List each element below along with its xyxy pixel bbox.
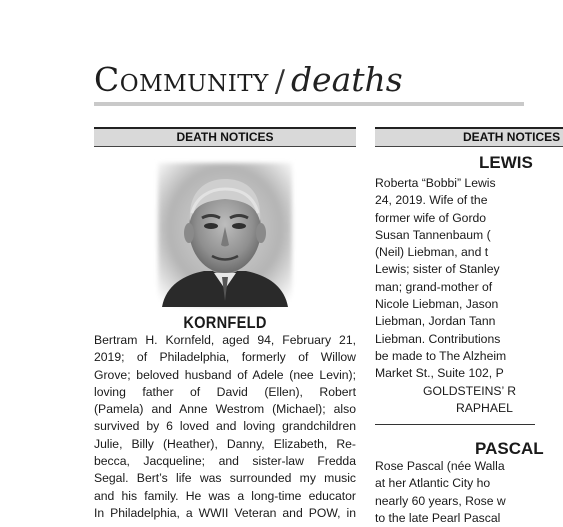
text-line: former wife of Gordo [375,210,487,225]
obituary-body-pascal [375,458,555,527]
text-line: nearly 60 years, Rose w [375,493,506,508]
text-line: In Philadelphia, a WWII Veteran and POW, in [94,505,356,520]
text-line: Grove; beloved husband of Adele (nee Levin); [94,367,356,382]
text-line: 24, 2019. Wife of the [375,193,488,208]
text-line: Liebman. Contributions [375,331,501,346]
funeral-home-line: RAPHAEL [456,400,513,415]
text-line: loving father of David (Ellen), Robert [94,384,356,399]
header-rule [94,102,524,106]
title-separator: / [274,64,285,99]
text-line: Market St., Suite 102, P [375,366,504,381]
text-line: Julie, Billy (Heather), Danny, Elizabeth, Re- [94,436,356,451]
death-notices-bar: DEATH NOTICES [94,127,356,147]
text-line: (Pamela) and Anne Westrom (Michael); also [94,402,356,417]
text-line: Lewis; sister of Stanley [375,262,500,277]
text-line: man; grand-mother of [375,279,493,294]
text-line: Liebman, Jordan Tann [375,314,496,329]
text-line: be made to The Alzheim [375,348,507,363]
left-column [94,127,356,520]
obituary-name-pascal: PASCAL [475,439,544,458]
text-line: Roberta “Bobbi” Lewis [375,176,496,190]
text-line: at her Atlantic City ho [375,476,491,491]
funeral-home-line: GOLDSTEINS’ R [423,383,517,398]
subsection-title: deaths [290,60,403,99]
text-line: Segal. Bert’s life was surrounded my music [94,471,356,486]
obituary-body-kornfeld [94,332,356,522]
obituary-body-lewis [375,175,555,417]
text-line: (Neil) Liebman, and t [375,245,489,260]
text-line: Nicole Liebman, Jason [375,297,499,312]
death-notices-bar-right: DEATH NOTICES [375,127,563,147]
text-line: Bertram H. Kornfeld, aged 94, February 21, [94,333,356,347]
text-line: becca, Jacqueline; and sister-law Fredda [94,454,356,469]
portrait-photo [158,163,292,307]
obituary-name-kornfeld: KORNFELD [183,313,267,332]
obituary-name-lewis: LEWIS [479,153,533,172]
text-line: to the late Pearl Pascal [375,510,501,525]
text-line: and his family. He was a long-time educator [94,488,356,503]
text-line: Rose Pascal (née Walla [375,459,505,473]
notice-divider [375,424,535,425]
text-line: 2019; of Philadelphia, formerly of Willow [94,350,356,365]
section-title: Community [94,60,269,99]
text-line: Susan Tannenbaum ( [375,227,491,242]
section-header [94,60,524,102]
right-column [375,127,561,525]
text-line: survived by 6 loved and loving grandchildren [94,419,356,434]
